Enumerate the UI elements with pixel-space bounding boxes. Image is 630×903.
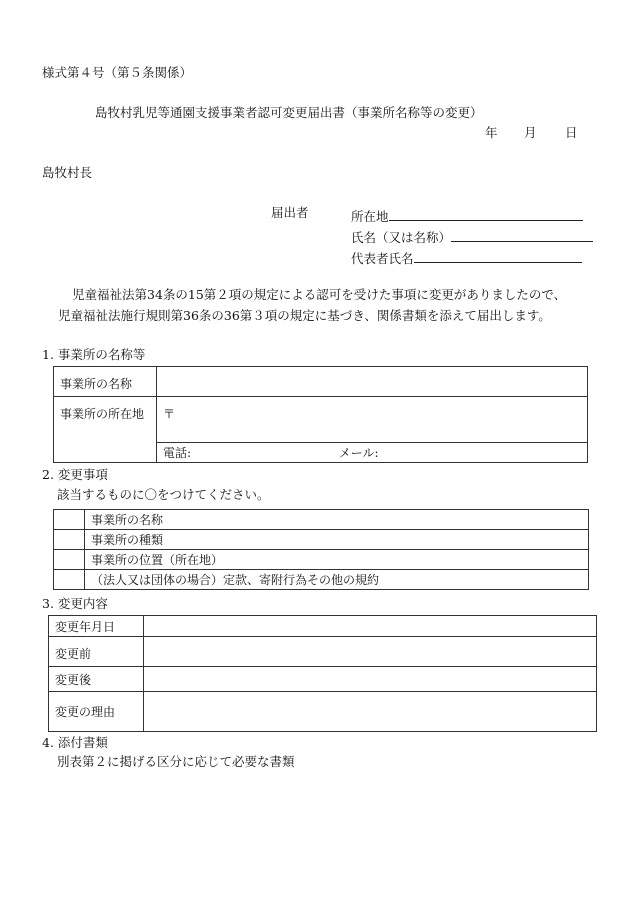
body-text-line-1: 児童福祉法第34条の15第２項の規定による認可を受けた事項に変更がありましたので、 bbox=[72, 287, 567, 302]
facility-address-field[interactable] bbox=[157, 397, 588, 443]
address-label: 所在地 bbox=[351, 209, 389, 224]
mail-label: メール: bbox=[338, 446, 379, 460]
notifier-representative-row bbox=[351, 249, 582, 266]
body-text-line-2: 児童福祉法施行規則第36条の36第３項の規定に基づき、関係書類を添えて届出します。 bbox=[58, 308, 551, 323]
representative-label: 代表者氏名 bbox=[351, 251, 414, 266]
date-month: 月 bbox=[524, 125, 537, 140]
section2-heading: 2. 変更事項 bbox=[42, 467, 108, 482]
facility-info-table bbox=[53, 366, 588, 463]
change-item-check[interactable] bbox=[54, 550, 85, 570]
section2-instruction: 該当するものに〇をつけてください。 bbox=[57, 487, 270, 502]
section3-heading: 3. 変更内容 bbox=[42, 596, 108, 611]
contact-row bbox=[157, 443, 588, 463]
postal-mark: 〒 bbox=[163, 407, 176, 421]
change-date-field[interactable] bbox=[144, 616, 597, 637]
after-change-field[interactable] bbox=[144, 667, 597, 692]
change-item-label: 事業所の名称 bbox=[85, 510, 589, 530]
change-item-check[interactable] bbox=[54, 570, 85, 590]
change-item-label: 事業所の種類 bbox=[85, 530, 589, 550]
change-item-label: 事業所の位置（所在地） bbox=[85, 550, 589, 570]
section1-heading: 1. 事業所の名称等 bbox=[42, 347, 146, 362]
attachments-text: 別表第２に掲げる区分に応じて必要な書類 bbox=[57, 754, 295, 769]
address-field[interactable] bbox=[389, 207, 583, 221]
representative-field[interactable] bbox=[414, 249, 582, 263]
change-item-check[interactable] bbox=[54, 510, 85, 530]
section4-heading: 4. 添付書類 bbox=[42, 735, 108, 750]
notifier-label: 届出者 bbox=[271, 205, 309, 220]
name-label: 氏名（又は名称） bbox=[351, 230, 452, 245]
phone-label: 電話: bbox=[163, 446, 192, 460]
facility-address-label: 事業所の所在地 bbox=[54, 397, 157, 463]
after-change-label: 変更後 bbox=[49, 667, 144, 692]
change-items-table bbox=[53, 509, 589, 590]
change-reason-label: 変更の理由 bbox=[49, 692, 144, 732]
before-change-label: 変更前 bbox=[49, 637, 144, 667]
facility-name-field[interactable] bbox=[157, 367, 588, 397]
change-reason-field[interactable] bbox=[144, 692, 597, 732]
change-details-table bbox=[48, 615, 597, 732]
name-field[interactable] bbox=[451, 228, 593, 242]
change-date-label: 変更年月日 bbox=[49, 616, 144, 637]
change-item-label: （法人又は団体の場合）定款、寄附行為その他の規約 bbox=[85, 570, 589, 590]
notifier-name-row bbox=[351, 228, 593, 245]
change-item-check[interactable] bbox=[54, 530, 85, 550]
notifier-address-row bbox=[351, 207, 583, 224]
before-change-field[interactable] bbox=[144, 637, 597, 667]
document-title: 島牧村乳児等通園支援事業者認可変更届出書（事業所名称等の変更） bbox=[95, 105, 483, 120]
addressee: 島牧村長 bbox=[42, 165, 93, 180]
facility-name-label: 事業所の名称 bbox=[54, 367, 157, 397]
form-number: 様式第４号（第５条関係） bbox=[42, 65, 193, 80]
date-day: 日 bbox=[565, 125, 578, 140]
date-year: 年 bbox=[485, 125, 498, 140]
